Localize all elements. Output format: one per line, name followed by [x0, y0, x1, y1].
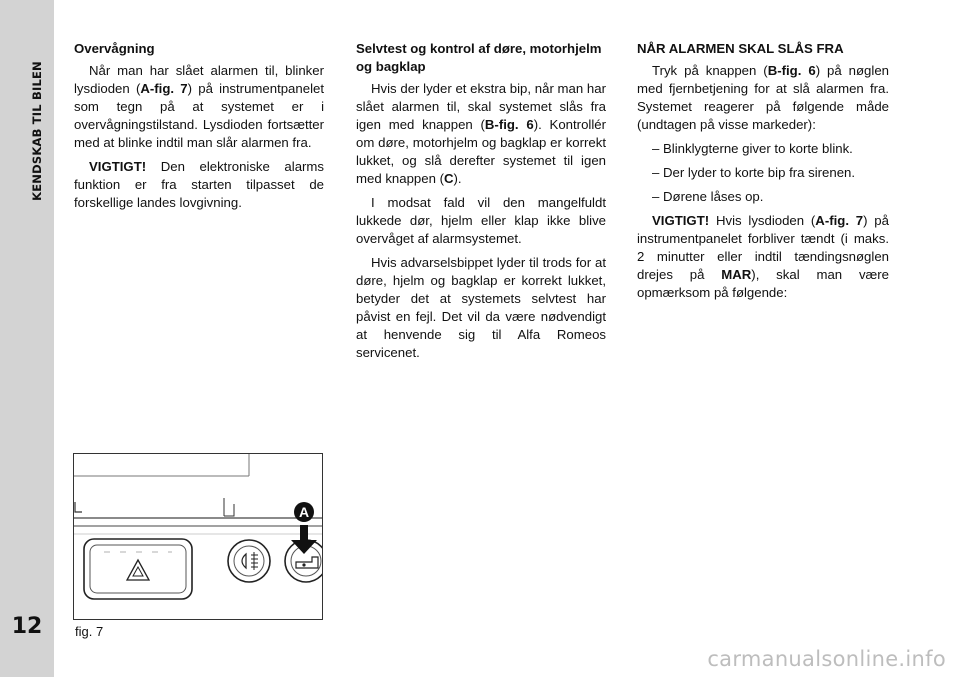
figure-7-dashboard-illustration — [73, 453, 323, 620]
fog-light-button-icon — [228, 540, 270, 582]
button-reference: C — [443, 171, 454, 186]
callout-label-A — [294, 502, 314, 522]
svg-text:A: A — [298, 504, 310, 520]
list-item: – Der lyder to korte bip fra sirenen. — [652, 165, 856, 180]
heading-overvaagning: Overvågning — [74, 41, 155, 56]
sidebar — [0, 0, 54, 677]
hazard-button-icon — [84, 539, 192, 599]
figure-reference: A-fig. 7 — [815, 213, 864, 228]
page-number: 12 — [11, 614, 43, 639]
dashboard-drawing — [74, 454, 322, 619]
paragraph-warning: VIGTIGT! Hvis lysdioden (A-fig. 7) på instrumentpanelet forbliver tændt (i maks. 2 minutter eller indtil tændingsnøglen drejes på MAR), skal man være opmærksom på følgende: — [637, 213, 889, 300]
heading-selvtest: Selvtest og kontrol af døre, motorhjelm og bagklap — [356, 41, 602, 74]
warning-label: VIGTIGT! — [652, 213, 710, 228]
figure-reference: A-fig. 7 — [140, 81, 188, 96]
warning-label: VIGTIGT! — [89, 159, 147, 174]
paragraph: Når man har slået alarmen til, blinker lysdioden (A-fig. 7) på instrumentpanelet som tegn på at systemet er i overvågningstilstand. Lysdioden fortsætter med at blinke indtil man slår alarmen fra. — [74, 63, 324, 150]
figure-reference: B-fig. 6 — [767, 63, 816, 78]
figure-caption: fig. 7 — [75, 624, 104, 639]
paragraph: Hvis der lyder et ekstra bip, når man har slået alarmen til, skal systemet slås fra igen med knappen (B-fig. 6). Kontrollér om døre, motorhjelm og bagklap er korrekt lukket, og slå derefter systemet til igen med knappen (C). — [356, 81, 606, 186]
list-item: – Blinklygterne giver to korte blink. — [652, 141, 853, 156]
paragraph: I modsat fald vil den mangelfuldt lukkede dør, hjelm eller klap ikke blive overvåget af alarmsystemet. — [356, 195, 606, 246]
watermark: carmanualsonline.info — [707, 647, 946, 671]
seat-symbol-icon — [224, 498, 234, 516]
column-overvaagning — [74, 40, 324, 218]
column-selvtest — [356, 40, 606, 368]
column-alarm-off — [637, 40, 889, 308]
paragraph: Hvis advarselsbippet lyder til trods for at døre, hjelm og bagklap er korrekt lukket, betyder det at systemets selvtest har påvist en fejl. Det vil da være nødvendigt at henvende sig til Alfa Romeos servicenet. — [356, 255, 606, 360]
key-position: MAR — [721, 267, 752, 282]
paragraph-warning: VIGTIGT! Den elektroniske alarms funktion er fra starten tilpasset de forskellige landes lovgivning. — [74, 159, 324, 210]
section-title: KENDSKAB TIL BILEN — [30, 61, 44, 201]
heading-alarm-off: NÅR ALARMEN SKAL SLÅS FRA — [637, 41, 844, 56]
list-item: – Dørene låses op. — [652, 189, 764, 204]
figure-reference: B-fig. 6 — [484, 117, 534, 132]
paragraph: Tryk på knappen (B-fig. 6) på nøglen med fjernbetjening for at slå alarmen fra. Systemet reagerer på følgende måde (undtagen på visse markeder): — [637, 63, 889, 132]
